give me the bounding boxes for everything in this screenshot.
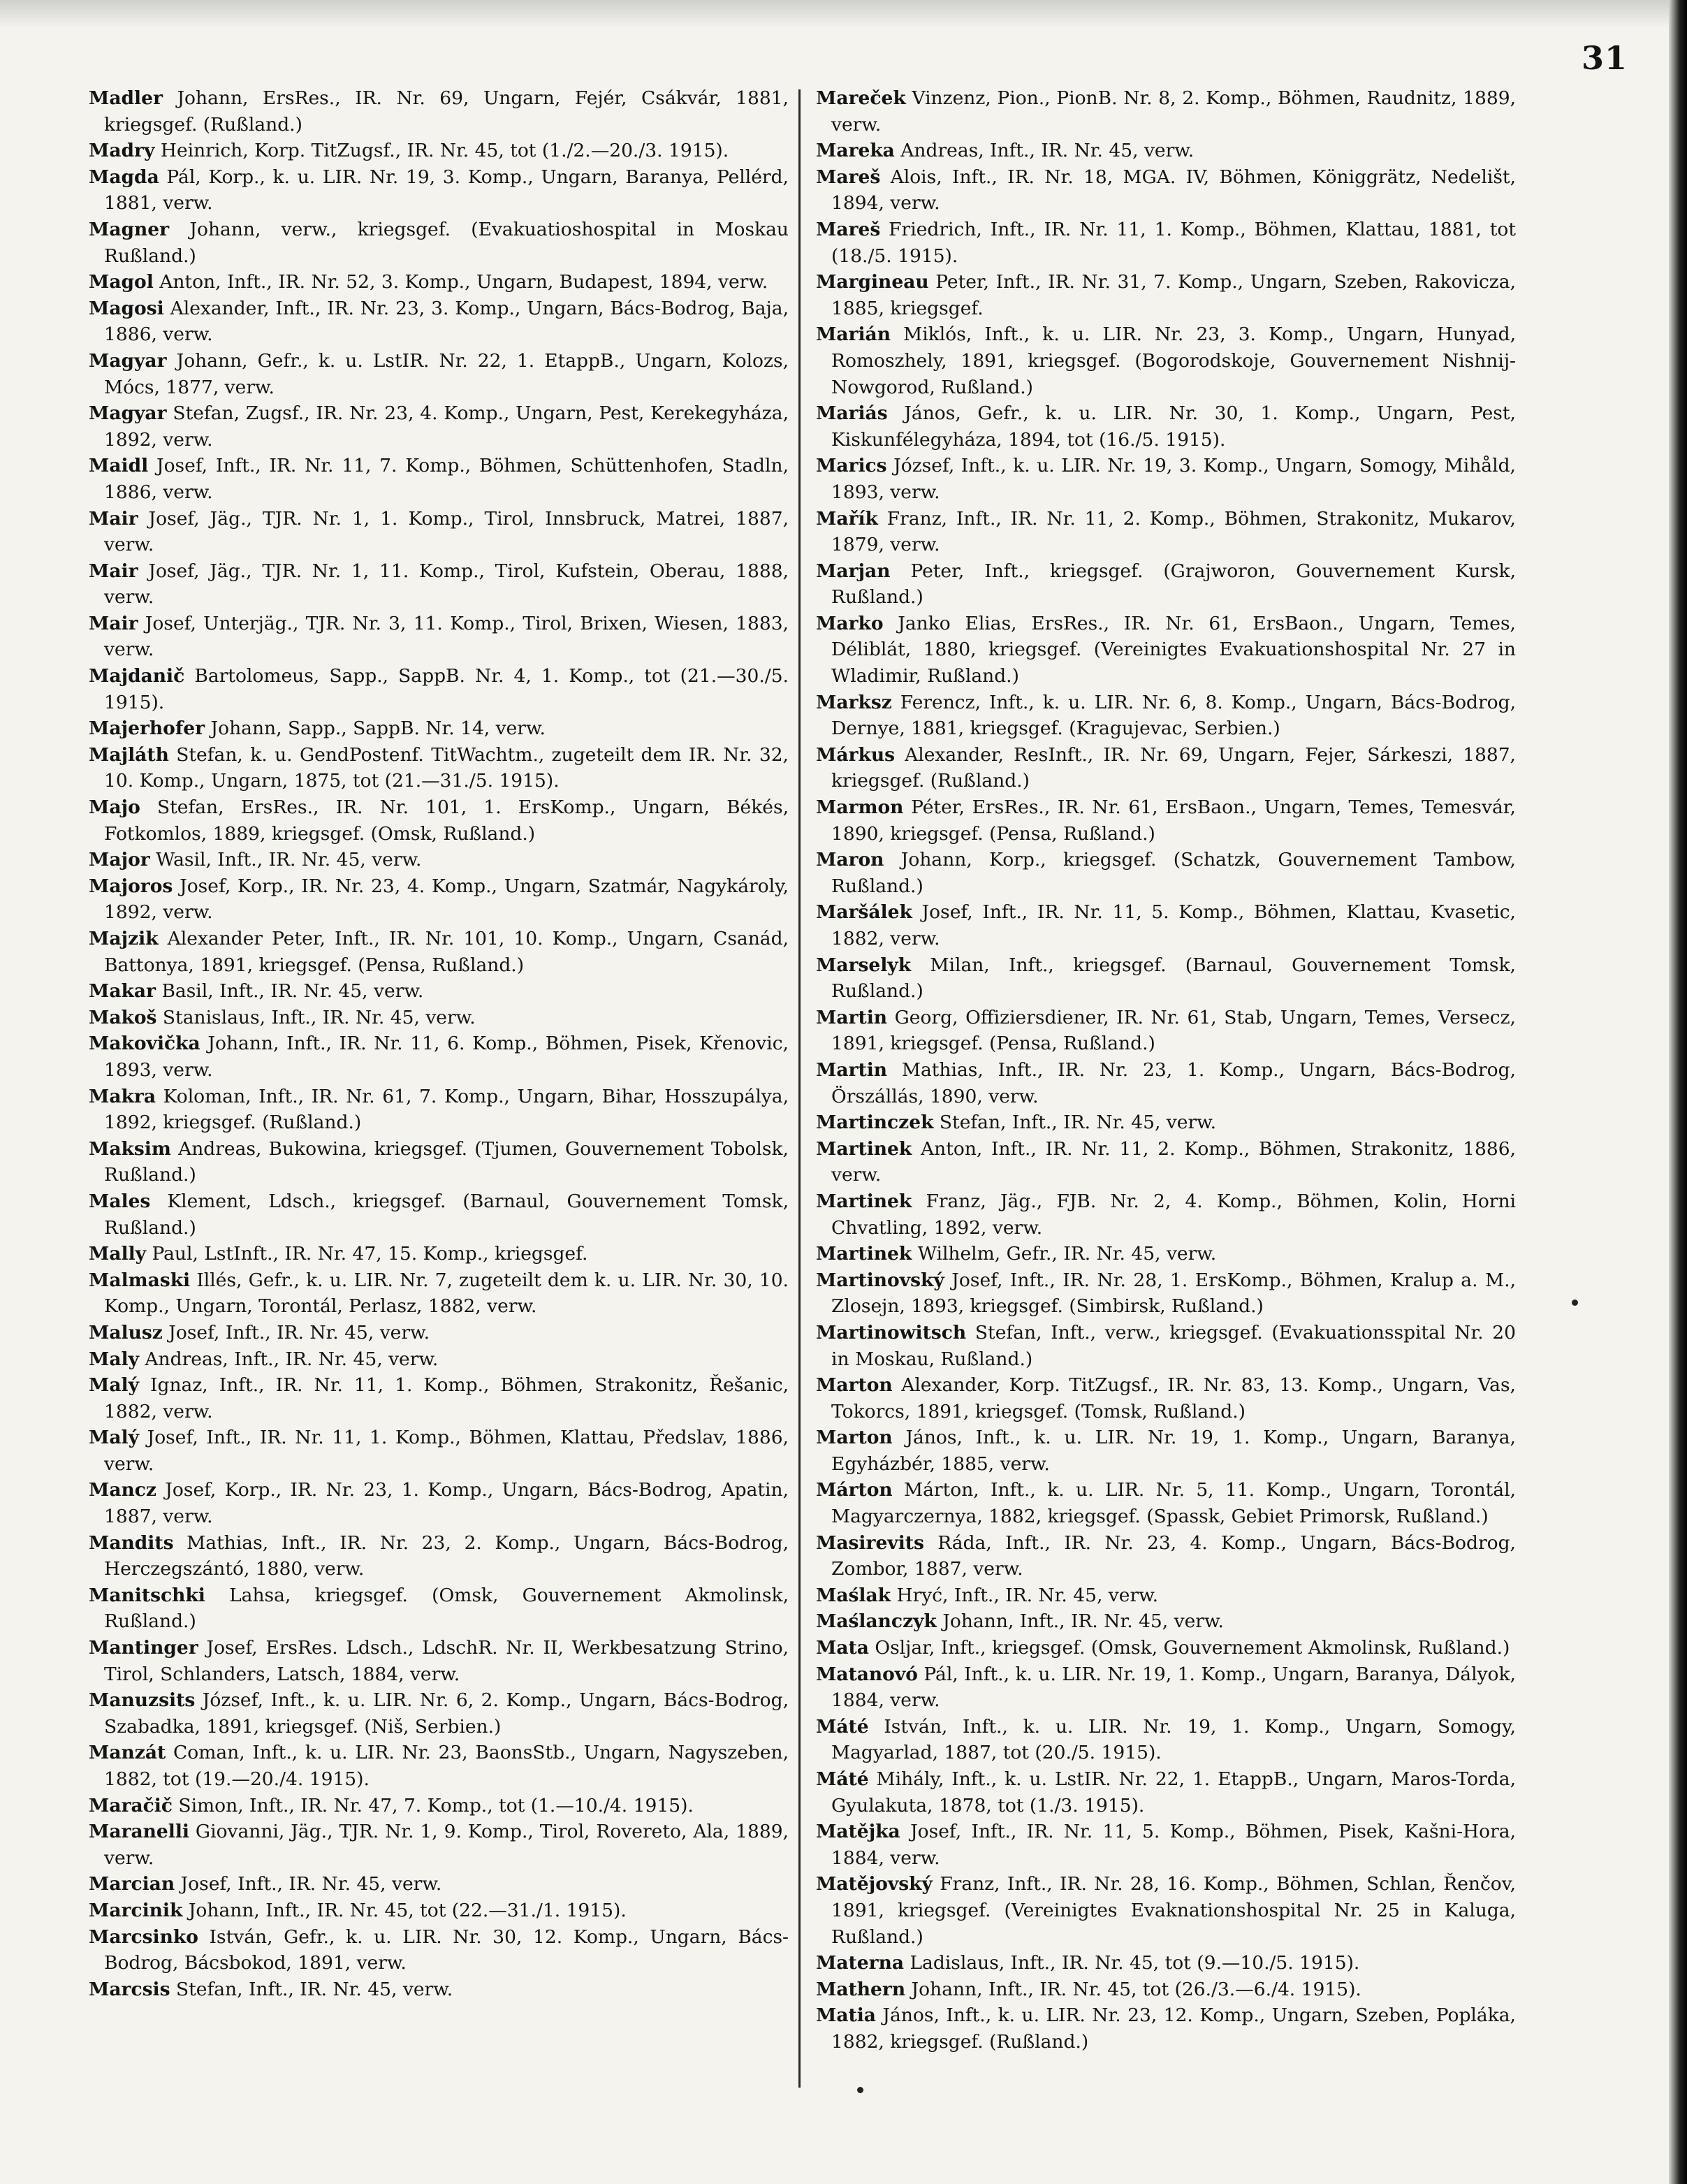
entry-details: Mathias, Inft., IR. Nr. 23, 2. Komp., Ungarn, Bács-Bodrog, Herczegszántó, 1880, verw. [104, 1531, 789, 1580]
register-entry [89, 1136, 789, 1188]
entry-surname: Marko [816, 612, 884, 634]
register-entry [816, 1608, 1516, 1635]
register-entry [816, 138, 1516, 164]
entry-surname: Majoros [89, 875, 173, 897]
entry-surname: Maślak [816, 1584, 891, 1606]
entry-details: Alexander, Inft., IR. Nr. 23, 3. Komp., Ungarn, Bács-Bodrog, Baja, 1886, verw. [104, 297, 789, 346]
entry-details: Andreas, Inft., IR. Nr. 45, verw. [900, 140, 1195, 162]
entry-details: Giovanni, Jäg., TJR. Nr. 1, 9. Komp., Tirol, Rovereto, Ala, 1889, verw. [104, 1821, 789, 1869]
register-entry [89, 847, 789, 873]
entry-details: Stefan, Inft., IR. Nr. 45, verw. [175, 1978, 453, 2000]
register-entry [89, 85, 789, 138]
register-entry [89, 1084, 789, 1136]
entry-surname: Martinczek [816, 1112, 934, 1134]
entry-surname: Marton [816, 1374, 893, 1397]
entry-surname: Magol [89, 271, 154, 293]
register-entry [816, 1635, 1516, 1661]
entry-details: Andreas, Inft., IR. Nr. 45, verw. [145, 1348, 439, 1370]
entry-details: Basil, Inft., IR. Nr. 45, verw. [161, 980, 424, 1003]
entry-details: Stefan, Inft., verw., kriegsgef. (Evakuationsspital Nr. 20 in Moskau, Rußland.) [831, 1321, 1516, 1370]
stray-dot-mark [1572, 1300, 1578, 1306]
register-entry [816, 690, 1516, 742]
register-entry [816, 1976, 1516, 2003]
entry-details: Ignaz, Inft., IR. Nr. 11, 1. Komp., Böhmen, Strakonitz, Řešanic, 1882, verw. [104, 1374, 789, 1422]
entry-details: Johann, verw., kriegsgef. (Evakuatioshospital in Moskau Rußland.) [104, 218, 789, 267]
page-top-shadow [0, 0, 1687, 28]
entry-details: Milan, Inft., kriegsgef. (Barnaul, Gouvernement Tomsk, Rußland.) [831, 954, 1516, 1003]
register-entry [89, 400, 789, 453]
register-entry [89, 138, 789, 164]
entry-details: Josef, Korp., IR. Nr. 23, 1. Komp., Ungarn, Bács-Bodrog, Apatin, 1887, verw. [104, 1479, 789, 1528]
entry-details: Josef, Inft., IR. Nr. 11, 7. Komp., Böhmen, Schüttenhofen, Stadln, 1886, verw. [104, 455, 789, 503]
entry-details: József, Inft., k. u. LIR. Nr. 6, 2. Komp., Ungarn, Bács-Bodrog, Szabadka, 1891, kriegsgef. (Niš, Serbien.) [104, 1689, 789, 1738]
entry-details: Johann, Korp., kriegsgef. (Schatzk, Gouvernement Tambow, Rußland.) [831, 849, 1516, 897]
entry-details: Josef, Unterjäg., TJR. Nr. 3, 11. Komp., Tirol, Brixen, Wiesen, 1883, verw. [104, 612, 789, 661]
register-entry [89, 453, 789, 505]
entry-details: Vinzenz, Pion., PionB. Nr. 8, 2. Komp., Böhmen, Raudnitz, 1889, verw. [831, 87, 1516, 136]
entry-surname: Magner [89, 218, 170, 240]
entry-details: Miklós, Inft., k. u. LIR. Nr. 23, 3. Komp., Ungarn, Hunyad, Romoszhely, 1891, kriegsgef. (Bogorodskoje, Gouvernement Nishnij-Nowgorod, Rußland.) [831, 323, 1516, 398]
register-entry [89, 978, 789, 1005]
register-entry [89, 1425, 789, 1477]
register-entry [816, 164, 1516, 217]
entry-details: Stefan, Inft., IR. Nr. 45, verw. [939, 1112, 1217, 1134]
register-entry [89, 1005, 789, 1031]
register-entry [816, 1714, 1516, 1766]
register-entry [816, 1005, 1516, 1057]
entry-details: János, Inft., k. u. LIR. Nr. 19, 1. Komp., Ungarn, Baranya, Egyházbér, 1885, verw. [831, 1427, 1516, 1475]
entry-surname: Mařík [816, 507, 878, 530]
entry-surname: Materna [816, 1952, 905, 1974]
entry-details: Anton, Inft., IR. Nr. 52, 3. Komp., Ungarn, Budapest, 1894, verw. [159, 271, 768, 293]
register-entry [89, 1793, 789, 1819]
entry-surname: Majzik [89, 928, 159, 949]
register-entry [816, 1372, 1516, 1425]
entry-details: Mathias, Inft., IR. Nr. 23, 1. Komp., Ungarn, Bács-Bodrog, Örszállás, 1890, verw. [831, 1058, 1516, 1107]
entry-details: Paul, LstInft., IR. Nr. 47, 15. Komp., kriegsgef. [152, 1243, 588, 1265]
entry-surname: Mata [816, 1637, 869, 1659]
register-entry [89, 742, 789, 794]
register-entry [816, 506, 1516, 558]
entry-surname: Maranelli [89, 1821, 189, 1843]
entry-details: Alexander Peter, Inft., IR. Nr. 101, 10. Komp., Ungarn, Csanád, Battonya, 1891, kriegsgef. (Pensa, Rußland.) [104, 928, 789, 976]
left-column [89, 85, 789, 2002]
register-entry [89, 269, 789, 296]
entry-surname: Majerhofer [89, 718, 205, 740]
register-entry [89, 1031, 789, 1083]
entry-surname: Martinek [816, 1190, 912, 1212]
register-entry [89, 164, 789, 217]
entry-details: Klement, Ldsch., kriegsgef. (Barnaul, Gouvernement Tomsk, Rußland.) [104, 1190, 789, 1239]
entry-surname: Martinek [816, 1137, 912, 1160]
entry-surname: Manzát [89, 1742, 166, 1764]
entry-surname: Martinovský [816, 1269, 944, 1291]
entry-surname: Major [89, 849, 150, 871]
register-entry [816, 1766, 1516, 1819]
entry-surname: Madler [89, 87, 163, 109]
stray-dot-mark [857, 2087, 863, 2093]
entry-details: Pál, Korp., k. u. LIR. Nr. 19, 3. Komp., Ungarn, Baranya, Pellérd, 1881, verw. [104, 166, 789, 214]
register-entry [816, 611, 1516, 690]
entry-surname: Masirevits [816, 1531, 924, 1554]
register-entry [816, 952, 1516, 1005]
entry-surname: Mair [89, 560, 138, 582]
entry-details: Stefan, k. u. GendPostenf. TitWachtm., zugeteilt dem IR. Nr. 32, 10. Komp., Ungarn, 1875, tot (21.—31./5. 1915). [104, 743, 789, 792]
entry-surname: Mathern [816, 1978, 906, 2000]
entry-details: Koloman, Inft., IR. Nr. 61, 7. Komp., Ungarn, Bihar, Hosszupályа, 1892, kriegsgef. (Rußland.) [104, 1085, 789, 1134]
entry-surname: Maślanczyk [816, 1610, 937, 1633]
entry-details: Johann, Inft., IR. Nr. 45, tot (26./3.—6./4. 1915). [911, 1978, 1361, 2000]
entry-surname: Máté [816, 1715, 869, 1738]
entry-surname: Marics [816, 455, 887, 477]
register-entry [89, 217, 789, 269]
entry-details: Illés, Gefr., k. u. LIR. Nr. 7, zugeteilt dem k. u. LIR. Nr. 30, 10. Komp., Ungarn, Torontál, Perlasz, 1882, verw. [104, 1269, 789, 1318]
entry-surname: Martin [816, 1058, 888, 1081]
entry-details: István, Gefr., k. u. LIR. Nr. 30, 12. Komp., Ungarn, Bács-Bodrog, Bácsbokod, 1891, verw. [104, 1925, 789, 1974]
entry-surname: Mancz [89, 1479, 156, 1501]
register-entry [816, 1425, 1516, 1477]
entry-surname: Marcinik [89, 1899, 183, 1921]
entry-surname: Marmon [816, 796, 904, 819]
register-entry [89, 506, 789, 558]
register-entry [89, 1320, 789, 1346]
entry-details: Josef, Inft., IR. Nr. 11, 5. Komp., Böhmen, Klattau, Kvasetic, 1882, verw. [831, 901, 1516, 949]
entry-details: József, Inft., k. u. LIR. Nr. 19, 3. Komp., Ungarn, Somogy, Mihåld, 1893, verw. [831, 455, 1516, 503]
entry-details: Friedrich, Inft., IR. Nr. 11, 1. Komp., Böhmen, Klattau, 1881, tot (18./5. 1915). [831, 218, 1516, 267]
register-entry [816, 1136, 1516, 1188]
register-entry [816, 1477, 1516, 1529]
register-entry [816, 742, 1516, 794]
entry-surname: Martinek [816, 1243, 912, 1265]
entry-details: Franz, Inft., IR. Nr. 28, 16. Komp., Böhmen, Schlan, Řenčov, 1891, kriegsgef. (Vereinigtes Evaknationshospital Nr. 25 in Kaluga, Rußland.) [831, 1873, 1516, 1948]
entry-details: Peter, Inft., kriegsgef. (Grajworon, Gouvernement Kursk, Rußland.) [831, 560, 1516, 609]
register-entry [89, 1267, 789, 1320]
entry-details: Simon, Inft., IR. Nr. 47, 7. Komp., tot (1.—10./4. 1915). [178, 1794, 694, 1817]
register-entry [89, 1530, 789, 1582]
entry-surname: Marselyk [816, 954, 912, 976]
entry-details: Johann, Gefr., k. u. LstIR. Nr. 22, 1. EtappB., Ungarn, Kolozs, Mócs, 1877, verw. [104, 349, 789, 398]
entry-details: Franz, Jäg., FJB. Nr. 2, 4. Komp., Böhmen, Kolin, Horni Chvatling, 1892, verw. [831, 1190, 1516, 1239]
entry-surname: Martin [816, 1006, 888, 1028]
entry-surname: Maksim [89, 1137, 171, 1160]
entry-surname: Mareš [816, 218, 881, 240]
register-entry [816, 899, 1516, 952]
entry-surname: Malusz [89, 1321, 163, 1344]
entry-surname: Magyar [89, 402, 167, 425]
register-entry [816, 1267, 1516, 1320]
entry-details: Alois, Inft., IR. Nr. 18, MGA. IV, Böhmen, Königgrätz, Nedelišt, 1894, verw. [831, 166, 1516, 214]
entry-details: Josef, Jäg., TJR. Nr. 1, 1. Komp., Tirol, Innsbruck, Matrei, 1887, verw. [104, 507, 789, 556]
entry-surname: Malý [89, 1374, 139, 1397]
right-column [816, 85, 1516, 2055]
entry-details: Josef, Inft., IR. Nr. 11, 1. Komp., Böhmen, Klattau, Předslav, 1886, verw. [104, 1427, 789, 1475]
register-entry [89, 715, 789, 742]
register-entry [89, 611, 789, 663]
entry-details: Peter, Inft., IR. Nr. 31, 7. Komp., Ungarn, Szeben, Rakovicza, 1885, kriegsgef. [831, 271, 1516, 319]
entry-surname: Mareka [816, 140, 895, 162]
entry-details: Johann, Inft., IR. Nr. 45, tot (22.—31./1. 1915). [188, 1899, 627, 1921]
entry-surname: Manuzsits [89, 1689, 196, 1712]
register-entry [816, 453, 1516, 505]
entry-surname: Makar [89, 980, 156, 1003]
register-entry [816, 1057, 1516, 1109]
entry-details: Pál, Inft., k. u. LIR. Nr. 19, 1. Komp., Ungarn, Baranya, Dályok, 1884, verw. [831, 1663, 1516, 1712]
entry-surname: Mariás [816, 402, 888, 425]
register-entry [89, 1819, 789, 1871]
entry-surname: Magda [89, 166, 159, 188]
register-entry [816, 217, 1516, 269]
entry-surname: Marcian [89, 1873, 175, 1895]
entry-surname: Marton [816, 1427, 893, 1449]
register-entry [89, 1346, 789, 1373]
entry-surname: Malý [89, 1427, 139, 1449]
entry-details: Márton, Inft., k. u. LIR. Nr. 5, 11. Komp., Ungarn, Torontál, Magyarczernya, 1882, kriegsgef. (Spassk, Gebiet Primorsk, Rußland.) [831, 1479, 1516, 1528]
register-entry [816, 400, 1516, 453]
register-entry [89, 926, 789, 978]
register-entry [89, 1188, 789, 1241]
register-entry [816, 1188, 1516, 1241]
entry-surname: Marcsis [89, 1978, 170, 2000]
entry-details: Josef, Inft., IR. Nr. 45, verw. [180, 1873, 442, 1895]
entry-details: Coman, Inft., k. u. LIR. Nr. 23, BaonsStb., Ungarn, Nagyszeben, 1882, tot (19.—20./4. 1915). [104, 1742, 789, 1790]
entry-details: Ráda, Inft., IR. Nr. 23, 4. Komp., Ungarn, Bács-Bodrog, Zombor, 1887, verw. [831, 1531, 1516, 1580]
register-entry [816, 1950, 1516, 1976]
page-number: 31 [1581, 39, 1628, 77]
entry-surname: Marjan [816, 560, 891, 582]
entry-surname: Magyar [89, 349, 167, 372]
entry-surname: Marián [816, 323, 891, 346]
register-entry [816, 1661, 1516, 1714]
entry-details: Johann, ErsRes., IR. Nr. 69, Ungarn, Fejér, Csákvár, 1881, kriegsgef. (Rußland.) [104, 87, 789, 136]
entry-details: Josef, Korp., IR. Nr. 23, 4. Komp., Ungarn, Szatmár, Nagykároly, 1892, verw. [104, 875, 789, 924]
register-entry [816, 1819, 1516, 1871]
entry-surname: Mally [89, 1243, 147, 1265]
entry-surname: Majláth [89, 743, 169, 766]
register-entry [89, 296, 789, 348]
entry-surname: Marcsinko [89, 1925, 198, 1948]
entry-surname: Magosi [89, 297, 164, 319]
entry-details: Mihály, Inft., k. u. LstIR. Nr. 22, 1. EtappB., Ungarn, Maros-Torda, Gyulakuta, 1878, tot (1./3. 1915). [831, 1768, 1516, 1817]
entry-surname: Maidl [89, 455, 149, 477]
entry-details: Osljar, Inft., kriegsgef. (Omsk, Gouvernement Akmolinsk, Rußland.) [875, 1637, 1510, 1659]
entry-surname: Mareš [816, 166, 881, 188]
entry-details: Péter, ErsRes., IR. Nr. 61, ErsBaon., Ungarn, Temes, Temesvár, 1890, kriegsgef. (Pensa, Rußland.) [831, 796, 1516, 845]
entry-details: János, Gefr., k. u. LIR. Nr. 30, 1. Komp., Ungarn, Pest, Kiskunfélegyháza, 1894, tot (16./5. 1915). [831, 402, 1516, 451]
entry-surname: Margineau [816, 271, 929, 293]
entry-surname: Mandits [89, 1531, 174, 1554]
entry-details: Josef, Inft., IR. Nr. 45, verw. [168, 1321, 430, 1344]
register-entry [816, 1530, 1516, 1582]
register-entry [89, 1924, 789, 1976]
entry-surname: Márton [816, 1479, 893, 1501]
entry-details: Josef, Inft., IR. Nr. 11, 5. Komp., Böhmen, Pisek, Kašni-Hora, 1884, verw. [831, 1821, 1516, 1869]
entry-details: Janko Elias, ErsRes., IR. Nr. 61, ErsBaon., Ungarn, Temes, Déliblát, 1880, kriegsgef. (Vereinigtes Evakuationshospital Nr. 27 in Wladimir, Rußland.) [831, 612, 1516, 687]
entry-details: Ladislaus, Inft., IR. Nr. 45, tot (9.—10./5. 1915). [910, 1952, 1360, 1974]
register-entry [89, 348, 789, 400]
entry-details: Alexander, ResInft., IR. Nr. 69, Ungarn, Fejer, Sárkeszi, 1887, kriegsgef. (Rußland.) [831, 743, 1516, 792]
entry-details: Lahsa, kriegsgef. (Omsk, Gouvernement Akmolinsk, Rußland.) [104, 1584, 789, 1633]
entry-details: János, Inft., k. u. LIR. Nr. 23, 12. Komp., Ungarn, Szeben, Popláka, 1882, kriegsgef. (Rußland.) [831, 2004, 1516, 2053]
register-entry [89, 794, 789, 847]
register-entry [89, 1477, 789, 1529]
register-entry [816, 1109, 1516, 1136]
register-entry [89, 1582, 789, 1635]
register-entry [816, 321, 1516, 400]
register-entry [816, 1582, 1516, 1609]
entry-details: Ferencz, Inft., k. u. LIR. Nr. 6, 8. Komp., Ungarn, Bács-Bodrog, Dernye, 1881, kriegsgef. (Kragujevac, Serbien.) [831, 691, 1516, 740]
register-entry [816, 2002, 1516, 2055]
register-entry [89, 873, 789, 926]
register-entry [89, 1740, 789, 1792]
entry-surname: Maračič [89, 1794, 173, 1817]
entry-surname: Makoš [89, 1006, 157, 1028]
entry-surname: Mair [89, 507, 138, 530]
entry-surname: Matějovský [816, 1873, 933, 1895]
entry-details: Josef, Jäg., TJR. Nr. 1, 11. Komp., Tirol, Kufstein, Oberau, 1888, verw. [104, 560, 789, 609]
entry-surname: Márkus [816, 743, 896, 766]
register-entry [816, 794, 1516, 847]
register-entry [816, 1320, 1516, 1372]
entry-details: Stefan, Zugsf., IR. Nr. 23, 4. Komp., Ungarn, Pest, Kerekegyháza, 1892, verw. [104, 402, 789, 451]
entry-details: Wasil, Inft., IR. Nr. 45, verw. [156, 849, 422, 871]
entry-surname: Manitschki [89, 1584, 205, 1606]
entry-details: Johann, Sapp., SappB. Nr. 14, verw. [210, 718, 546, 740]
entry-surname: Máté [816, 1768, 869, 1790]
entry-surname: Matanovó [816, 1663, 918, 1685]
entry-details: Alexander, Korp. TitZugsf., IR. Nr. 83, 13. Komp., Ungarn, Vas, Tokorcs, 1891, kriegsgef. (Tomsk, Rußland.) [831, 1374, 1516, 1422]
entry-surname: Males [89, 1190, 151, 1212]
register-entry [816, 1241, 1516, 1267]
entry-details: Stanislaus, Inft., IR. Nr. 45, verw. [162, 1006, 476, 1028]
entry-surname: Maršálek [816, 901, 912, 924]
register-entry [816, 1871, 1516, 1950]
entry-details: Andreas, Bukowina, kriegsgef. (Tjumen, Gouvernement Tobolsk, Rußland.) [104, 1137, 789, 1186]
entry-surname: Madry [89, 140, 155, 162]
register-entry [816, 847, 1516, 899]
entry-details: Johann, Inft., IR. Nr. 45, verw. [942, 1610, 1224, 1633]
entry-details: Josef, Inft., IR. Nr. 28, 1. ErsKomp., Böhmen, Kralup a. M., Zlosejn, 1893, kriegsgef. (Simbirsk, Rußland.) [831, 1269, 1516, 1318]
register-entry [89, 1241, 789, 1267]
entry-surname: Mantinger [89, 1637, 198, 1659]
entry-details: Georg, Offiziersdiener, IR. Nr. 61, Stab, Ungarn, Temes, Versecz, 1891, kriegsgef. (Pensa, Rußland.) [831, 1006, 1516, 1055]
register-entry [89, 663, 789, 715]
register-entry [89, 1687, 789, 1740]
entry-details: Johann, Inft., IR. Nr. 11, 6. Komp., Böhmen, Pisek, Křenovic, 1893, verw. [104, 1033, 789, 1081]
entry-details: Franz, Inft., IR. Nr. 11, 2. Komp., Böhmen, Strakonitz, Mukarov, 1879, verw. [831, 507, 1516, 556]
entry-surname: Malmaski [89, 1269, 191, 1291]
entry-surname: Maron [816, 849, 884, 871]
register-entry [89, 1871, 789, 1898]
entry-surname: Majo [89, 796, 140, 819]
entry-details: Wilhelm, Gefr., IR. Nr. 45, verw. [917, 1243, 1217, 1265]
entry-details: István, Inft., k. u. LIR. Nr. 19, 1. Komp., Ungarn, Somogy, Magyarlad, 1887, tot (20./5. 1915). [831, 1715, 1516, 1764]
register-entry [89, 1976, 789, 2003]
entry-surname: Marksz [816, 691, 892, 713]
entry-details: Heinrich, Korp. TitZugsf., IR. Nr. 45, tot (1./2.—20./3. 1915). [160, 140, 729, 162]
entry-surname: Matia [816, 2004, 876, 2027]
entry-details: Anton, Inft., IR. Nr. 11, 2. Komp., Böhmen, Strakonitz, 1886, verw. [831, 1137, 1516, 1186]
entry-surname: Mair [89, 612, 138, 634]
entry-surname: Matějka [816, 1821, 900, 1843]
entry-details: Stefan, ErsRes., IR. Nr. 101, 1. ErsKomp., Ungarn, Békés, Fotkomlos, 1889, kriegsgef. (Omsk, Rußland.) [104, 796, 789, 845]
entry-surname: Mareček [816, 87, 906, 109]
entry-surname: Martinowitsch [816, 1321, 967, 1344]
register-entry [89, 1372, 789, 1425]
register-entry [816, 85, 1516, 138]
entry-surname: Maly [89, 1348, 139, 1370]
register-entry [816, 558, 1516, 611]
register-entry [89, 558, 789, 611]
register-entry [89, 1635, 789, 1687]
page-right-edge [1669, 0, 1687, 2184]
entry-details: Josef, ErsRes. Ldsch., LdschR. Nr. II, Werkbesatzung Strino, Tirol, Schlanders, Latsch, 1884, verw. [104, 1637, 789, 1685]
entry-details: Bartolomeus, Sapp., SappB. Nr. 4, 1. Komp., tot (21.—30./5. 1915). [104, 665, 789, 713]
column-divider [798, 89, 801, 2088]
register-entry [89, 1898, 789, 1924]
register-entry [816, 269, 1516, 321]
entry-surname: Majdanič [89, 665, 185, 687]
entry-surname: Makovička [89, 1033, 200, 1055]
entry-details: Hryć, Inft., IR. Nr. 45, verw. [896, 1584, 1159, 1606]
entry-surname: Makra [89, 1085, 156, 1107]
